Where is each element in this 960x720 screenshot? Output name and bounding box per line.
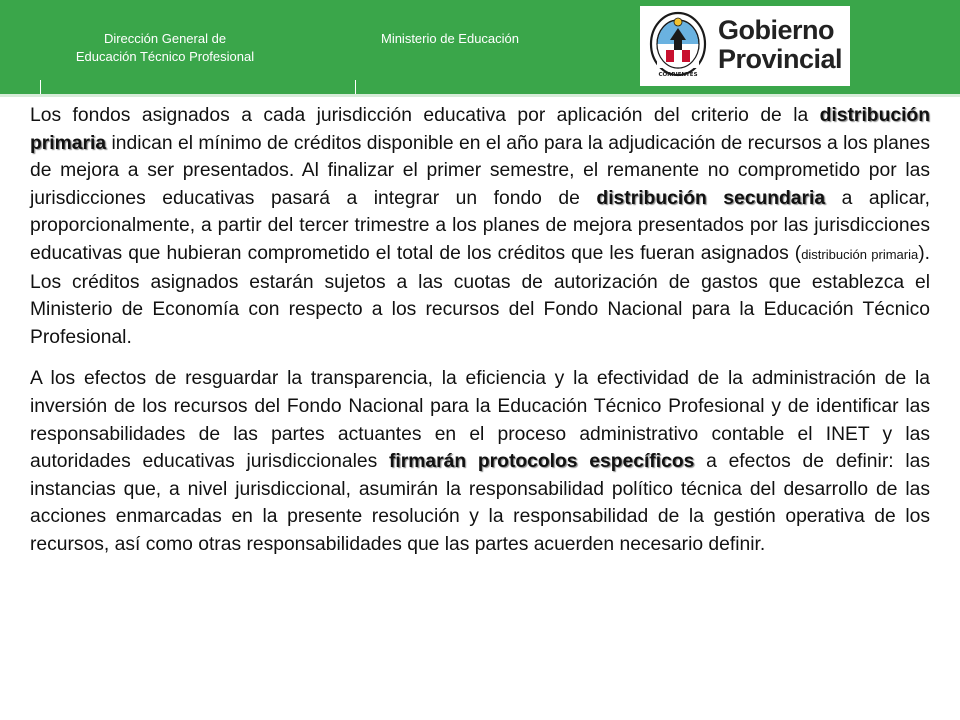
paragraph-distribution [30, 102, 930, 351]
header-bar [0, 0, 960, 94]
header-divider-tick [355, 80, 356, 94]
slide-body [30, 102, 930, 559]
emphasis-primary-distribution: distribución primaria [30, 105, 930, 154]
logo-wordmark [718, 16, 848, 74]
seal-label: CORRIENTES [658, 72, 698, 78]
logo-line-2: Provincial [718, 44, 843, 74]
header-department [40, 30, 290, 66]
paragraph-protocols [30, 365, 930, 558]
text-run: A los efectos de resguardar la transparencia, la eficiencia y la efectividad de la administración de la inversión de los recursos del Fondo Nacional para la Educación Técnico Profesional y de identificar las responsabilidades de las partes actuantes en el proceso administrativo contable el INET y las autoridades educativas jurisdiccionales [30, 368, 930, 473]
corrientes-seal-icon [648, 10, 708, 82]
logo-line-1: Gobierno [718, 15, 834, 45]
department-line-2: Educación Técnico Profesional [75, 49, 255, 64]
emphasis-secondary-distribution: distribución secundaria [596, 187, 826, 209]
header-ministry: Ministerio de Educación [380, 31, 520, 46]
text-run: ). Los créditos asignados estarán sujetos a las cuotas de autorización de gastos que establezca el Ministerio de Economía con respecto a los recursos del Fondo Nacional para la Educación Técnico Profesional. [30, 242, 930, 348]
text-run: a efectos de definir: las instancias que, a nivel jurisdiccional, asumirán la responsabilidad político técnica del desarrollo de las acciones enmarcadas en la presente resolución y la responsabilidad de la gestión operativa de los recursos, así como otras responsabilidades que las partes acuerden necesario definir. [30, 451, 931, 555]
small-note: distribución primaria [801, 246, 919, 262]
emphasis-protocols: firmarán protocolos específicos [388, 451, 695, 473]
text-run: indican el mínimo de créditos disponible en el año para la adjudicación de recursos a los planes de mejora a ser presentados. Al finalizar el primer semestre, el remanente no comprometido por las jurisdicciones educativas pasará a integrar un fondo de [30, 132, 930, 209]
department-line-1: Dirección General de [103, 31, 227, 46]
header-underline [0, 94, 960, 97]
text-run: Los fondos asignados a cada jurisdicción educativa por aplicación del criterio de la [30, 105, 820, 126]
header-divider-tick [40, 80, 41, 94]
text-run: a aplicar, proporcionalmente, a partir del tercer trimestre a los planes de mejora presentados por las jurisdicciones educativas que hubieran comprometido el total de los créditos que les fueran asignados ( [30, 187, 931, 264]
